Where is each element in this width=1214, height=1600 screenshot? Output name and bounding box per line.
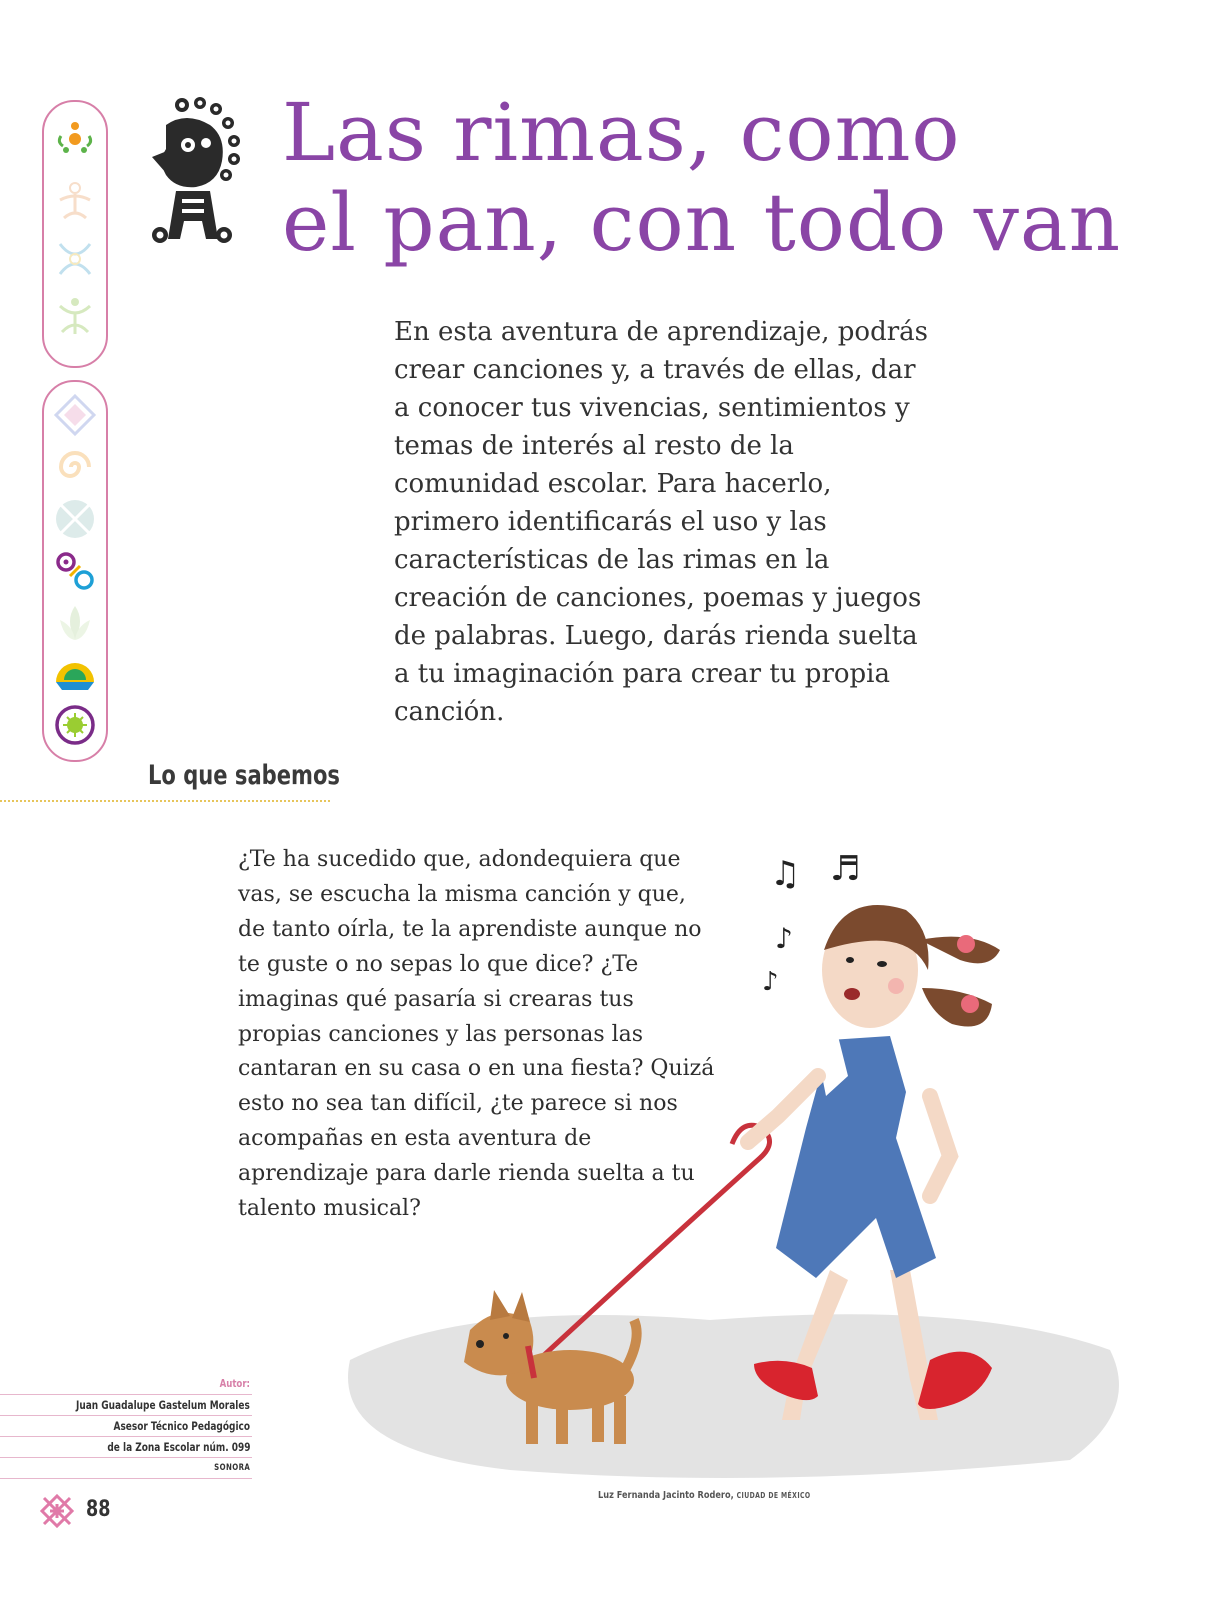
section-divider <box>0 800 330 802</box>
figure-faded-icon <box>52 294 98 340</box>
svg-text:♪: ♪ <box>775 922 793 955</box>
illustration-credit <box>598 1490 811 1501</box>
title-line-2: el pan, con todo van <box>282 176 1122 269</box>
author-zone: de la Zona Escolar núm. 099 <box>106 1440 250 1454</box>
author-label: Autor: <box>219 1377 250 1390</box>
intro-paragraph: En esta aventura de aprendizaje, podrás crear canciones y, a través de ellas, dar a conocer tus vivencias, sentimientos y temas de interés al resto de la comunidad escolar. Para hacerlo, primero identificarás el uso y las características de las rimas en la creación de canciones, poemas y juegos de palabras. Luego, darás rienda suelta a tu imaginación para crear tu propia canción. <box>394 317 928 727</box>
pink-cross-pattern-icon <box>40 1494 74 1528</box>
side-rail-top <box>42 100 108 368</box>
illustration-girl-walking-dog <box>330 840 1130 1500</box>
author-block <box>0 1374 252 1479</box>
side-rail-bottom <box>42 380 108 762</box>
page-title <box>282 88 1182 268</box>
square-faded-icon <box>52 496 98 542</box>
figure-faded-icon <box>52 236 98 282</box>
section-body: ¿Te ha sucedido que, adondequiera que vas, se escucha la misma canción y que, de tanto oírla, te la aprendiste aunque no te guste o no sepas lo que dice? ¿Te imaginas qué pasaría si crearas tus propias canciones y las personas las cantaran en su casa o en una fiesta? Quizá esto no sea tan difícil, ¿te parece si nos acompañas en esta aventura de aprendizaje para darle rienda suelta a tu talento musical? <box>238 847 715 1222</box>
author-name-row <box>0 1395 252 1416</box>
title-line-1: Las rimas, como <box>282 86 961 179</box>
author-state: SONORA <box>213 1463 250 1473</box>
illustrator-place: CIUDAD DE MÉXICO <box>736 1491 811 1500</box>
author-zone-row <box>0 1437 252 1458</box>
figure-faded-icon <box>52 178 98 224</box>
rings-purple-blue-icon <box>52 548 98 594</box>
spiral-faded-icon <box>52 444 98 490</box>
svg-text:♬: ♬ <box>830 849 861 889</box>
seal-purple-icon <box>52 702 98 748</box>
aztec-glyph-icon <box>146 95 246 247</box>
flower-green-orange-icon <box>52 116 98 162</box>
author-label-row <box>0 1374 252 1395</box>
section-title: Lo que sabemos <box>148 760 340 791</box>
illustrator-name: Luz Fernanda Jacinto Rodero, <box>598 1490 734 1501</box>
svg-text:♪: ♪ <box>762 967 779 997</box>
author-name: Juan Guadalupe Gastelum Morales <box>76 1398 250 1412</box>
svg-text:♫: ♫ <box>770 854 801 894</box>
author-role-row <box>0 1416 252 1437</box>
page-number: 88 <box>86 1497 111 1522</box>
diamond-faded-icon <box>52 392 98 438</box>
arc-yellow-blue-icon <box>52 652 98 698</box>
author-state-row <box>0 1458 252 1479</box>
lotus-faded-icon <box>52 600 98 646</box>
author-role: Asesor Técnico Pedagógico <box>113 1419 250 1433</box>
